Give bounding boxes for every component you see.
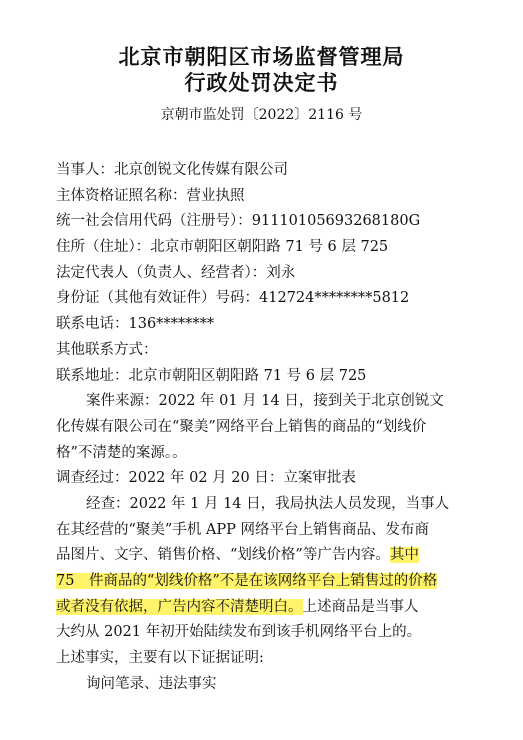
highlighted-text: 其中 (389, 547, 419, 564)
document-title-line2: 行政处罚决定书 (184, 70, 339, 95)
findings-line5 (56, 595, 495, 621)
case-source-line3: 格”不清楚的案源。。 (56, 444, 187, 461)
credit-code-field: 统一社会信用代码（注册号）：91110105693268180G (56, 213, 421, 230)
document-body (56, 158, 495, 697)
investigation-field: 调查经过：2022 年 02 月 20 日：立案审批表 (56, 470, 356, 487)
legal-rep-field: 法定代表人（负责人、经营者）：刘永 (56, 264, 296, 281)
findings-line1: 经查：2022 年 1 月 14 日，我局执法人员发现，当事人 (86, 495, 450, 512)
document-title-line1: 北京市朝阳区市场监督管理局 (118, 44, 405, 69)
findings-line2: 在其经营的“聚美”手机 APP 网络平台上销售商品、发布商 (56, 521, 430, 538)
document-number: 京朝市监处罚〔2022〕2116 号 (160, 107, 363, 123)
case-source-line2: 化传媒有限公司在“聚美”网络平台上销售的商品的“划线价 (56, 418, 427, 435)
other-contact-field: 其他联系方式： (56, 341, 158, 358)
case-source-line1: 案件来源：2022 年 01 月 14 日，接到关于北京创锐文 (86, 393, 444, 410)
highlighted-text: 或者没有依据，广告内容不清楚明白。 (56, 598, 303, 615)
address-field: 住所（住址）：北京市朝阳区朝阳路 71 号 6 层 725 (56, 239, 389, 256)
findings-line6: 大约从 2021 年初开始陆续发布到该手机网络平台上的。 (56, 624, 422, 641)
contact-address-field: 联系地址：北京市朝阳区朝阳路 71 号 6 层 725 (56, 367, 367, 384)
findings-line3-text: 品图片、文字、销售价格、“划线价格”等广告内容。 (56, 547, 390, 564)
party-field: 当事人：北京创锐文化传媒有限公司 (56, 162, 288, 178)
findings-line5-text: 上述商品是当事人 (302, 598, 419, 615)
evidence-intro: 上述事实，主要有以下证据证明: (56, 650, 264, 667)
findings-line3 (56, 543, 495, 569)
id-card-field: 身份证（其他有效证件）号码：412724********5812 (56, 290, 410, 307)
cert-name-field: 主体资格证照名称：营业执照 (56, 187, 245, 204)
findings-line4 (56, 569, 495, 595)
evidence-item: 询问笔录、违法事实 (86, 675, 217, 692)
phone-field: 联系电话：136******** (56, 316, 215, 333)
highlighted-text: 75 件商品的“划线价格”不是在该网络平台上销售过的价格 (56, 573, 438, 589)
